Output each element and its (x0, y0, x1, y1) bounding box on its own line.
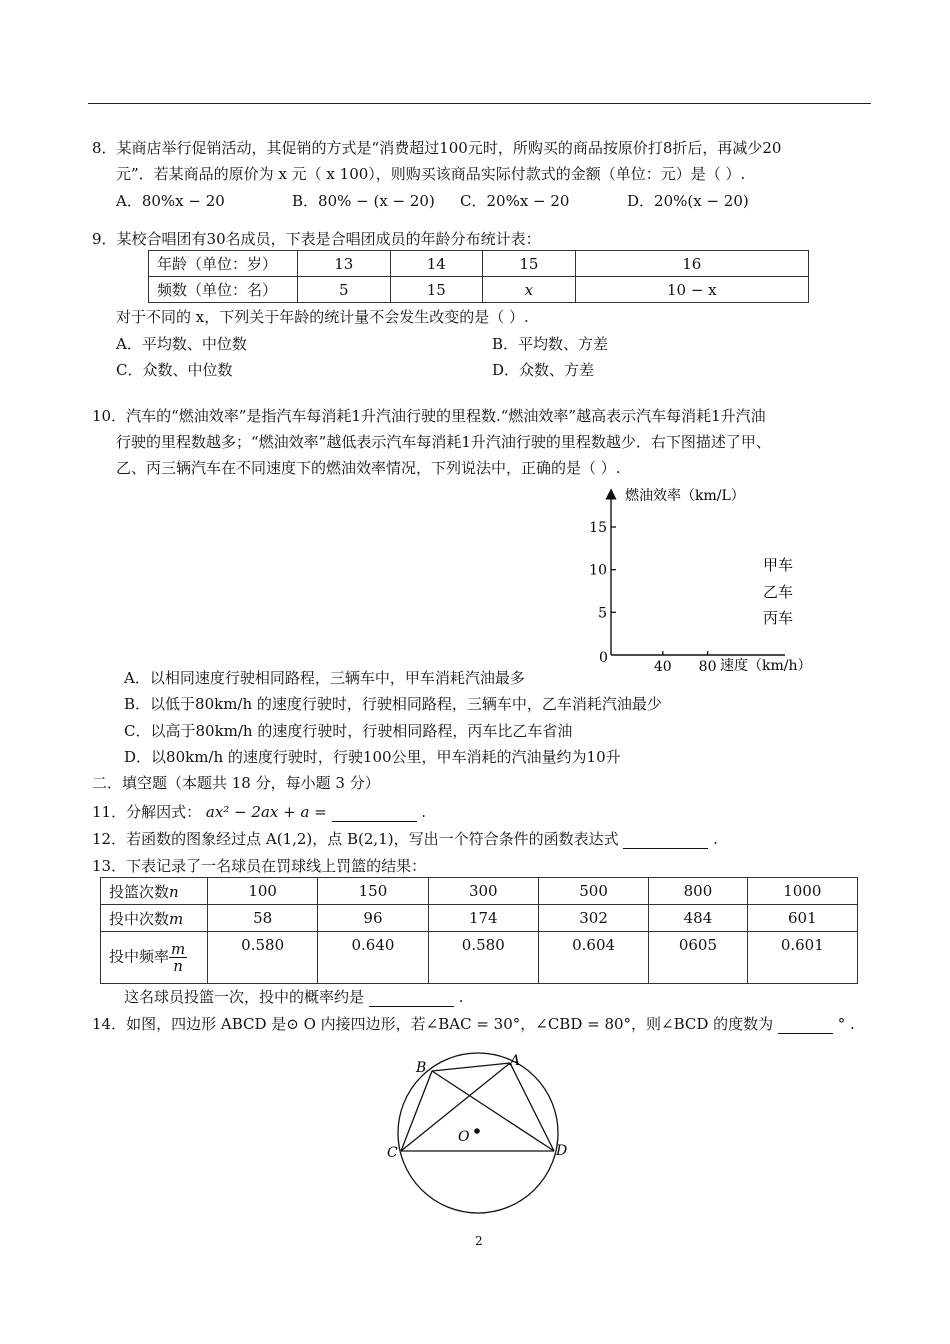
q13-freq-cell: 0.601 (747, 932, 857, 984)
q12-answer-blank[interactable] (623, 830, 708, 849)
segment-ca (401, 1063, 510, 1151)
q13-n-cell: 300 (428, 878, 538, 905)
label-c: C (387, 1145, 398, 1161)
q13-m-cell: 58 (208, 905, 318, 932)
y-tick-label: 5 (598, 605, 607, 622)
q13-m-cell: 96 (318, 905, 428, 932)
q13-question-line (124, 986, 463, 1007)
q13-stem: 13．下表记录了一名球员在罚球线上罚篮的结果： (92, 857, 427, 875)
q9-freq-cell: x (483, 277, 576, 303)
q9-freq-cell: 10 − x (575, 277, 808, 303)
segment-ad (510, 1063, 554, 1151)
q13-n-cell: 800 (649, 878, 747, 905)
q13-n-cell: 500 (538, 878, 648, 905)
q13-question: 这名球员投篮一次，投中的概率约是 (124, 988, 365, 1006)
q9-age-table (148, 250, 809, 303)
x-axis-label: 速度（km/h） (720, 658, 812, 674)
x-tick-label: 80 (698, 659, 717, 674)
q13-freq-cell: 0.604 (538, 932, 648, 984)
q10-option-d: D．以80km/h 的速度行驶时，行驶100公里，甲车消耗的汽油量约为10升 (124, 748, 621, 766)
inscribed-quadrilateral-figure (380, 1045, 580, 1220)
q14-end: ° . (837, 1015, 855, 1033)
q11-text: 11．分解因式： (92, 803, 202, 821)
q12 (92, 828, 718, 849)
q10-option-c: C．以高于80km/h 的速度行驶时，行驶相同路程，丙车比乙车省油 (124, 722, 573, 740)
q13-freq-cell: 0.580 (428, 932, 538, 984)
q13-m-cell: 601 (747, 905, 857, 932)
q13-shooting-table (100, 877, 858, 984)
q9-option-b: B．平均数、方差 (492, 335, 609, 353)
q13-freq-cell: 0.580 (208, 932, 318, 984)
q11-end: . (421, 803, 427, 821)
q11-expr: ax² − 2ax + a = (205, 803, 327, 821)
q12-text: 12．若函数的图象经过点 A(1,2)，点 B(2,1)，写出一个符合条件的函数表达式 (92, 830, 619, 848)
origin-label: 0 (599, 650, 608, 666)
q13-freq-cell: 0.640 (318, 932, 428, 984)
q9-freq-cell: 15 (390, 277, 483, 303)
q9-age-cell: 16 (575, 251, 808, 277)
q12-end: . (713, 830, 718, 848)
q13-answer-blank[interactable] (369, 988, 454, 1007)
q10-option-b: B．以低于80km/h 的速度行驶时，行驶相同路程，三辆车中，乙车消耗汽油最少 (124, 695, 662, 713)
q9-freq-cell: 5 (298, 277, 391, 303)
center-point (474, 1128, 480, 1134)
q11-answer-blank[interactable] (332, 803, 417, 822)
q13-row3-label: 投中频率 $\frac{m}{n}$ (101, 932, 208, 984)
label-a: A (510, 1053, 521, 1069)
q8-line2: 元”．若某商品的原价为 x 元（ x 100），则购买该商品实际付款式的金额（单位：元）是（ ）. (116, 165, 746, 183)
q13-n-cell: 100 (208, 878, 318, 905)
y-axis-label: 燃油效率（km/L） (625, 488, 745, 504)
q9-row1-label: 年龄（单位：岁） (149, 251, 298, 277)
legend-car-b: 乙车 (763, 583, 794, 601)
q13-n-cell: 1000 (747, 878, 857, 905)
header-rule (88, 103, 871, 104)
q13-m-cell: 302 (538, 905, 648, 932)
fuel-efficiency-chart (585, 484, 825, 674)
q13-row1-label: 投篮次数n (101, 878, 208, 905)
q8-option-c: C．20%x − 20 (460, 192, 570, 210)
q8-option-d: D．20%(x − 20) (627, 192, 749, 210)
q14-answer-blank[interactable] (778, 1015, 833, 1034)
y-tick-label: 10 (589, 562, 607, 579)
q9-question: 对于不同的 x，下列关于年龄的统计量不会发生改变的是（ ）. (116, 308, 529, 326)
q13-n-cell: 150 (318, 878, 428, 905)
segment-ba (432, 1063, 510, 1071)
q9-option-c: C．众数、中位数 (116, 361, 233, 379)
q13-m-cell: 174 (428, 905, 538, 932)
q13-row2-label: 投中次数m (101, 905, 208, 932)
label-o: O (458, 1129, 470, 1145)
q9-stem: 9．某校合唱团有30名成员，下表是合唱团成员的年龄分布统计表： (92, 230, 541, 248)
q10-line3: 乙、丙三辆汽车在不同速度下的燃油效率情况，下列说法中，正确的是（ ）. (116, 459, 621, 477)
q9-option-d: D．众数、方差 (492, 361, 595, 379)
q10-option-a: A．以相同速度行驶相同路程，三辆车中，甲车消耗汽油最多 (124, 669, 525, 687)
page-number: 2 (475, 1234, 483, 1248)
q9-age-cell: 15 (483, 251, 576, 277)
q9-age-cell: 14 (390, 251, 483, 277)
y-tick-label: 15 (589, 520, 607, 536)
q13-m-cell: 484 (649, 905, 747, 932)
q9-age-cell: 13 (298, 251, 391, 277)
q9-row2-label: 频数（单位：名） (149, 277, 298, 303)
legend-car-a: 甲车 (763, 556, 794, 574)
q14-text: 14．如图，四边形 ABCD 是⊙ O 内接四边形，若∠BAC = 30°，∠CBD = 80°，则∠BCD 的度数为 (92, 1015, 774, 1033)
q10-line2: 行驶的里程数越多；“燃油效率”越低表示汽车每消耗1升汽油行驶的里程数越少．右下图描述了甲、 (116, 433, 771, 451)
q14-line (92, 1013, 855, 1034)
label-d: D (556, 1143, 568, 1159)
legend-car-c: 丙车 (763, 609, 794, 627)
q8-line1: 8．某商店举行促销活动，其促销的方式是“消费超过100元时，所购买的商品按原价打8折后，再减少20 (92, 139, 782, 157)
label-b: B (416, 1060, 427, 1076)
q9-option-a: A．平均数、中位数 (116, 335, 247, 353)
section2-title: 二．填空题（本题共 18 分，每小题 3 分） (92, 774, 380, 792)
x-tick-label: 40 (653, 659, 672, 674)
q10-line1: 10．汽车的“燃油效率”是指汽车每消耗1升汽油行驶的里程数.“燃油效率”越高表示汽车每消耗1升汽油 (92, 407, 766, 425)
q8-option-a: A．80%x − 20 (116, 192, 225, 210)
q13-end: . (458, 988, 464, 1006)
q11 (92, 801, 426, 822)
m-over-n-fraction: $\frac{m}{n}$ (171, 940, 186, 975)
q8-option-b: B．80% − (x − 20) (292, 192, 435, 210)
q13-freq-cell: 0605 (649, 932, 747, 984)
